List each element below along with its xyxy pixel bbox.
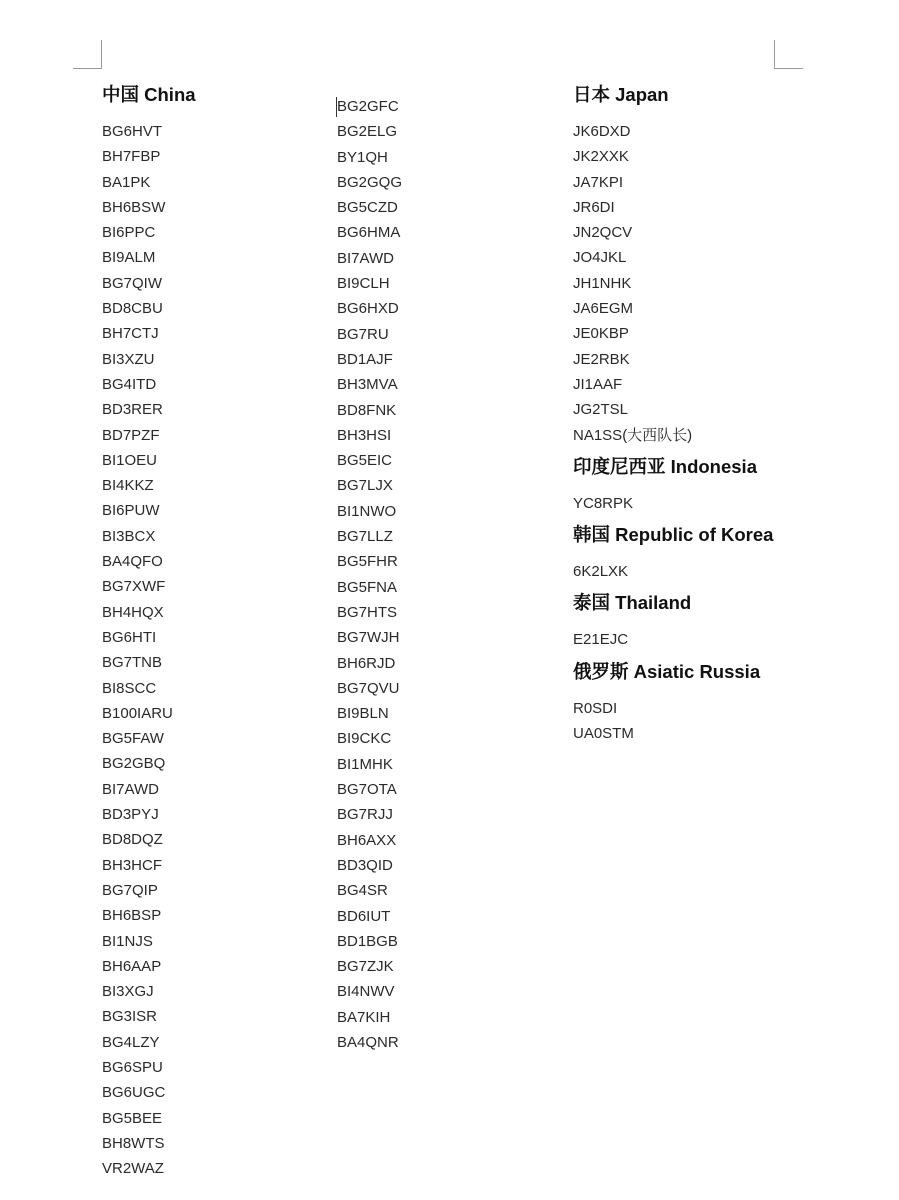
callsign-entry: JO4JKL — [573, 249, 627, 267]
callsign-entry: BD3PYJ — [102, 806, 159, 824]
callsign-entry: BG7QVU — [337, 679, 400, 697]
callsign-entry: BG6HXD — [337, 300, 399, 318]
callsign-entry: BI7AWD — [337, 249, 394, 267]
callsign-entry: BI4KKZ — [102, 477, 154, 495]
callsign-entry: BI1MHK — [337, 755, 393, 773]
callsign-entry: BI6PUW — [102, 502, 160, 520]
callsign-entry: BG6HTI — [102, 628, 157, 646]
callsign-entry: BG6HMA — [337, 224, 401, 242]
callsign-entry: NA1SS(大西队长) — [573, 426, 693, 444]
callsign-entry: BH6BSP — [102, 907, 162, 925]
callsign-entry: BG7ZJK — [337, 958, 394, 976]
callsign-entry: BG2ELG — [337, 123, 398, 141]
callsign-entry: BH7CTJ — [102, 325, 159, 343]
callsign-entry: JI1AAF — [573, 375, 623, 393]
callsign-entry: BD8FNK — [337, 401, 397, 419]
callsign-entry: BI9BLN — [337, 705, 389, 723]
callsign-entry: BD1BGB — [337, 932, 398, 950]
callsign-entry: BG2GBQ — [102, 755, 166, 773]
callsign-entry: BG4LZY — [102, 1033, 160, 1051]
callsign-list-china-continued — [337, 94, 557, 1055]
callsign-entry: BG7TNB — [102, 654, 163, 672]
callsign-entry: BG4ITD — [102, 375, 157, 393]
callsign-entry: BG5FAW — [102, 730, 164, 748]
callsign-entry: BY1QH — [337, 148, 388, 166]
callsign-entry: JG2TSL — [573, 401, 629, 419]
callsign-entry: BH4HQX — [102, 603, 164, 621]
callsign-entry: JN2QCV — [573, 224, 633, 242]
callsign-entry: BG7HTS — [337, 603, 398, 621]
callsign-entry: BD3RER — [102, 401, 163, 419]
callsign-entry: BG5FHR — [337, 553, 398, 571]
column-china — [102, 81, 322, 1181]
callsign-entry: BH3HSI — [337, 426, 392, 444]
callsign-entry: BI1OEU — [102, 451, 158, 469]
callsign-entry: YC8RPK — [573, 494, 634, 512]
callsign-entry: BI3XZU — [102, 350, 155, 368]
callsign-entry: BD3QID — [337, 856, 393, 874]
section-heading-china: 中国 China — [102, 84, 196, 105]
callsign-entry: JA7KPI — [573, 173, 624, 191]
callsign-entry: BD8DQZ — [102, 831, 163, 849]
callsign-list-china — [102, 119, 322, 1181]
callsign-entry: BG6UGC — [102, 1084, 166, 1102]
callsign-entry: BG4SR — [337, 882, 388, 900]
callsign-entry: BG7LLZ — [337, 528, 393, 546]
callsign-entry: BA7KIH — [337, 1008, 391, 1026]
callsign-entry: VR2WAZ — [102, 1160, 164, 1178]
callsign-entry: E21EJC — [573, 631, 629, 649]
callsign-entry: JE2RBK — [573, 350, 630, 368]
section-heading-japan: 日本 Japan — [573, 84, 669, 105]
callsign-entry: BH7FBP — [102, 148, 161, 166]
callsign-entry: BI1NJS — [102, 932, 153, 950]
callsign-entry: BD1AJF — [337, 350, 393, 368]
callsign-entry: BA1PK — [102, 173, 151, 191]
callsign-entry: BG7WJH — [337, 629, 400, 647]
callsign-entry: BG7QIP — [102, 881, 158, 899]
callsign-entry: BG7OTA — [337, 781, 397, 799]
callsign-entry: BD7PZF — [102, 426, 160, 444]
callsign-entry: 6K2LXK — [573, 563, 629, 581]
callsign-entry: BI7AWD — [102, 780, 159, 798]
callsign-entry: BI9ALM — [102, 249, 156, 267]
callsign-entry: BH6AXX — [337, 831, 397, 849]
callsign-entry: BH6BSW — [102, 198, 166, 216]
callsign-entry: BG6SPU — [102, 1058, 163, 1076]
callsign-entry: BG7RJJ — [337, 806, 393, 824]
callsign-entry: BD6IUT — [337, 907, 391, 925]
callsign-entry: BH8WTS — [102, 1134, 165, 1152]
callsign-entry: BG5EIC — [337, 452, 393, 470]
callsign-entry: JA6EGM — [573, 300, 634, 318]
callsign-entry: BG5CZD — [337, 199, 398, 217]
callsign-entry: BD8CBU — [102, 300, 163, 318]
callsign-entry: BI3BCX — [102, 527, 156, 545]
callsign-entry: BG7RU — [337, 325, 389, 343]
callsign-entry: UA0STM — [573, 725, 634, 743]
section-heading-indonesia: 印度尼西亚 Indonesia — [573, 455, 757, 477]
callsign-entry: BG7QIW — [102, 274, 163, 292]
column-china-continued — [337, 94, 557, 1055]
callsign-entry: BG7LJX — [337, 477, 393, 495]
callsign-entry: R0SDI — [573, 699, 618, 717]
callsign-entry: B100IARU — [102, 704, 173, 722]
section-heading-republic-of-korea: 韩国 Republic of Korea — [573, 524, 774, 546]
callsign-entry: JK2XXK — [573, 148, 629, 166]
callsign-entry: JR6DI — [573, 198, 615, 216]
column-other-countries — [573, 81, 813, 746]
callsign-entry: JE0KBP — [573, 325, 629, 343]
callsign-entry: BI1NWO — [337, 502, 397, 520]
page-margin-corner-top-right — [774, 40, 803, 69]
callsign-entry: BH3HCF — [102, 856, 163, 874]
callsign-entry: BH3MVA — [337, 376, 398, 394]
callsign-entry: BG2GFC — [337, 98, 399, 115]
callsign-entry: JH1NHK — [573, 274, 632, 292]
callsign-entry: BA4QNR — [337, 1033, 399, 1051]
callsign-entry: BH6RJD — [337, 654, 396, 672]
callsign-entry: BH6AAP — [102, 957, 162, 975]
callsign-entry: JK6DXD — [573, 123, 631, 140]
callsign-entry: BG6HVT — [102, 123, 163, 140]
callsign-entry: BI8SCC — [102, 679, 157, 697]
callsign-entry: BG3ISR — [102, 1008, 158, 1026]
section-heading-asiatic-russia: 俄罗斯 Asiatic Russia — [573, 660, 761, 682]
callsign-entry: BG7XWF — [102, 578, 166, 596]
callsign-entry: BI9CLH — [337, 275, 390, 293]
page-margin-corner-top-left — [73, 40, 102, 69]
callsign-entry: BA4QFO — [102, 553, 163, 571]
callsign-entry: BI4NWV — [337, 983, 395, 1001]
callsign-entry: BG5FNA — [337, 578, 398, 596]
callsign-entry: BG2GQG — [337, 173, 403, 191]
section-heading-thailand: 泰国 Thailand — [573, 592, 692, 614]
callsign-entry: BI3XGJ — [102, 983, 154, 1001]
callsign-entry: BG5BEE — [102, 1109, 163, 1127]
callsign-entry: BI9CKC — [337, 730, 392, 748]
callsign-entry: BI6PPC — [102, 224, 156, 242]
